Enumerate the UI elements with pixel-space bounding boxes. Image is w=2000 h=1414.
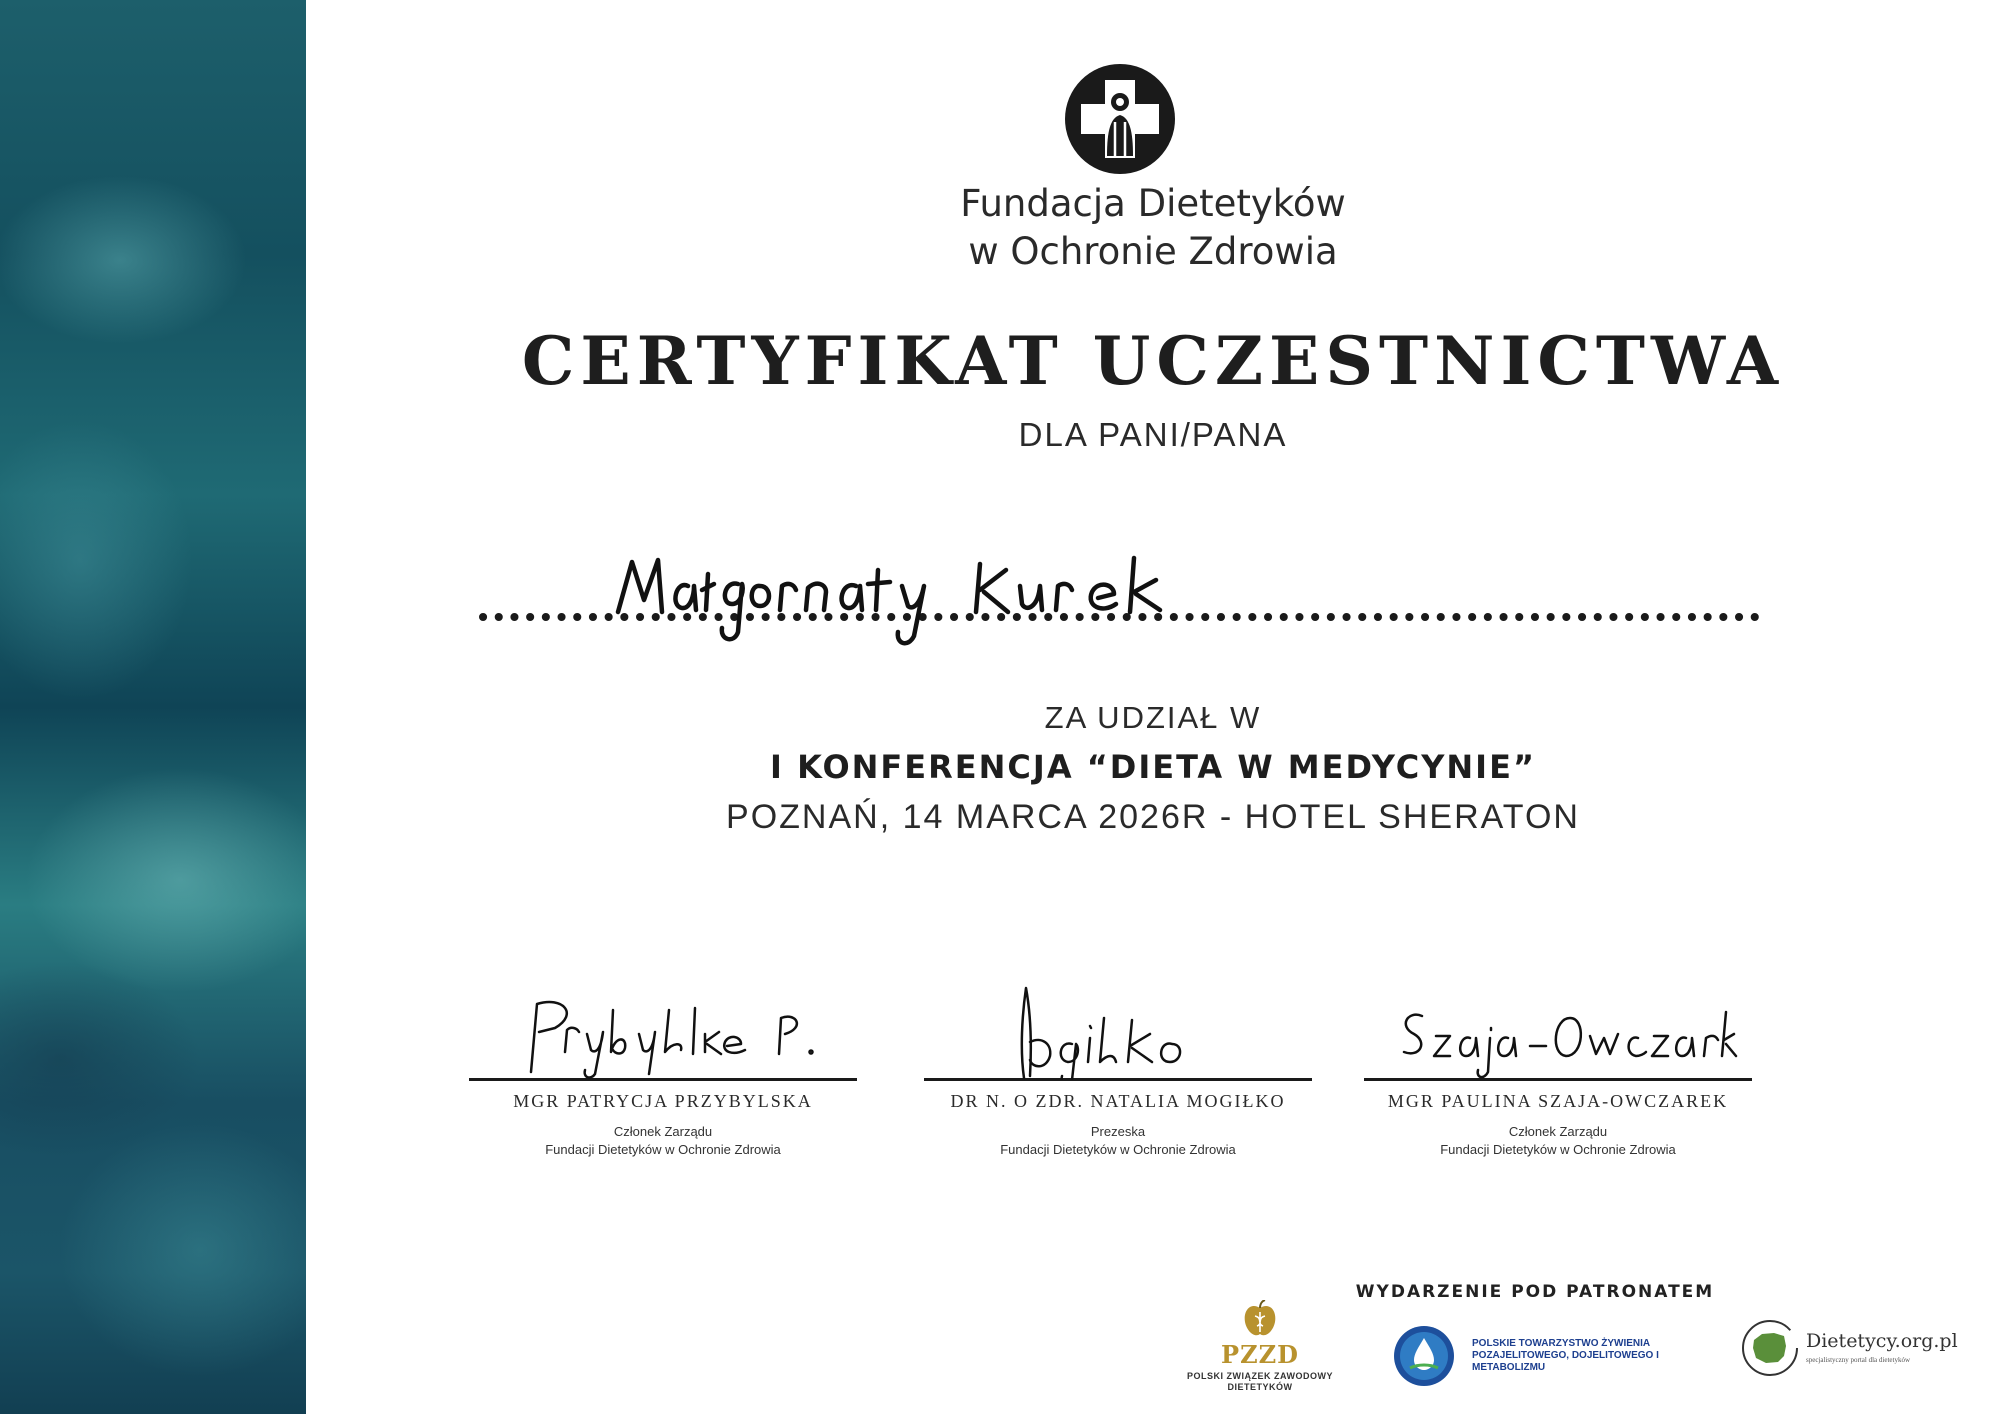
- signature-mogilko: [938, 970, 1298, 1080]
- organization-name: [306, 180, 2000, 276]
- foundation-logo-icon: [1063, 62, 1177, 176]
- signature-line: [469, 1078, 857, 1081]
- signatory-name: DR N. O ZDR. NATALIA MOGIŁKO: [950, 1091, 1286, 1111]
- decorative-side-band: [0, 0, 306, 1414]
- patron-ptzpdm-logo: [1392, 1324, 1692, 1388]
- signatory-organization: Fundacji Dietetyków w Ochronie Zdrowia: [1000, 1142, 1236, 1157]
- signature-przybylska: [483, 990, 843, 1080]
- patron-dietetycy-logo: [1740, 1318, 1958, 1378]
- signatory-organization: Fundacji Dietetyków w Ochronie Zdrowia: [1440, 1142, 1676, 1157]
- drop-globe-icon: [1392, 1324, 1456, 1388]
- signatory-szaja-owczarek: [1348, 990, 1768, 1157]
- signature-szaja-owczarek: [1378, 990, 1738, 1080]
- signatory-przybylska: [453, 990, 873, 1157]
- poland-map-icon: [1740, 1318, 1800, 1378]
- signatory-organization: Fundacji Dietetyków w Ochronie Zdrowia: [545, 1142, 781, 1157]
- ptzpdm-full-name: POLSKIE TOWARZYSTWO ŻYWIENIA POZAJELITOWEGO, DOJELITOWEGO I METABOLIZMU: [1472, 1338, 1659, 1373]
- signatory-role: Członek Zarządu: [613, 1124, 713, 1139]
- dietetycy-name: Dietetycy.org.pl: [1806, 1330, 1958, 1352]
- signatory-role: Członek Zarządu: [1508, 1124, 1608, 1139]
- signature-line: [1364, 1078, 1752, 1081]
- event-name: I KONFERENCJA “DIETA W MEDYCYNIE”: [770, 748, 1536, 786]
- certificate-title: CERTYFIKAT UCZESTNICTWA: [521, 322, 1785, 400]
- signatory-mogilko: [908, 990, 1328, 1157]
- signature-line: [924, 1078, 1312, 1081]
- signatory-name: MGR PATRYCJA PRZYBYLSKA: [513, 1091, 813, 1111]
- certificate-subtitle: DLA PANI/PANA: [1018, 416, 1288, 453]
- organization-name-line2: w Ochronie Zdrowia: [968, 230, 1338, 273]
- signatory-role: Prezeska: [1090, 1124, 1146, 1139]
- organization-name-line1: Fundacja Dietetyków: [960, 182, 1346, 225]
- patron-pzzd-logo: [1150, 1300, 1370, 1400]
- event-details: POZNAŃ, 14 MARCA 2026R - HOTEL SHERATON: [726, 798, 1580, 836]
- recipient-handwritten-name: [610, 540, 1190, 650]
- apple-caduceus-icon: [1243, 1300, 1277, 1338]
- pzzd-abbreviation: PZZD: [1221, 1340, 1299, 1369]
- pzzd-full-name: POLSKI ZWIĄZEK ZAWODOWY DIETETYKÓW: [1187, 1371, 1333, 1392]
- dietetycy-tagline: specjalistyczny portal dla dietetyków: [1806, 1356, 1910, 1364]
- patronage-heading: WYDARZENIE POD PATRONATEM: [1355, 1282, 1715, 1302]
- signatory-name: MGR PAULINA SZAJA-OWCZAREK: [1387, 1091, 1729, 1111]
- participation-label: ZA UDZIAŁ W: [1044, 700, 1262, 735]
